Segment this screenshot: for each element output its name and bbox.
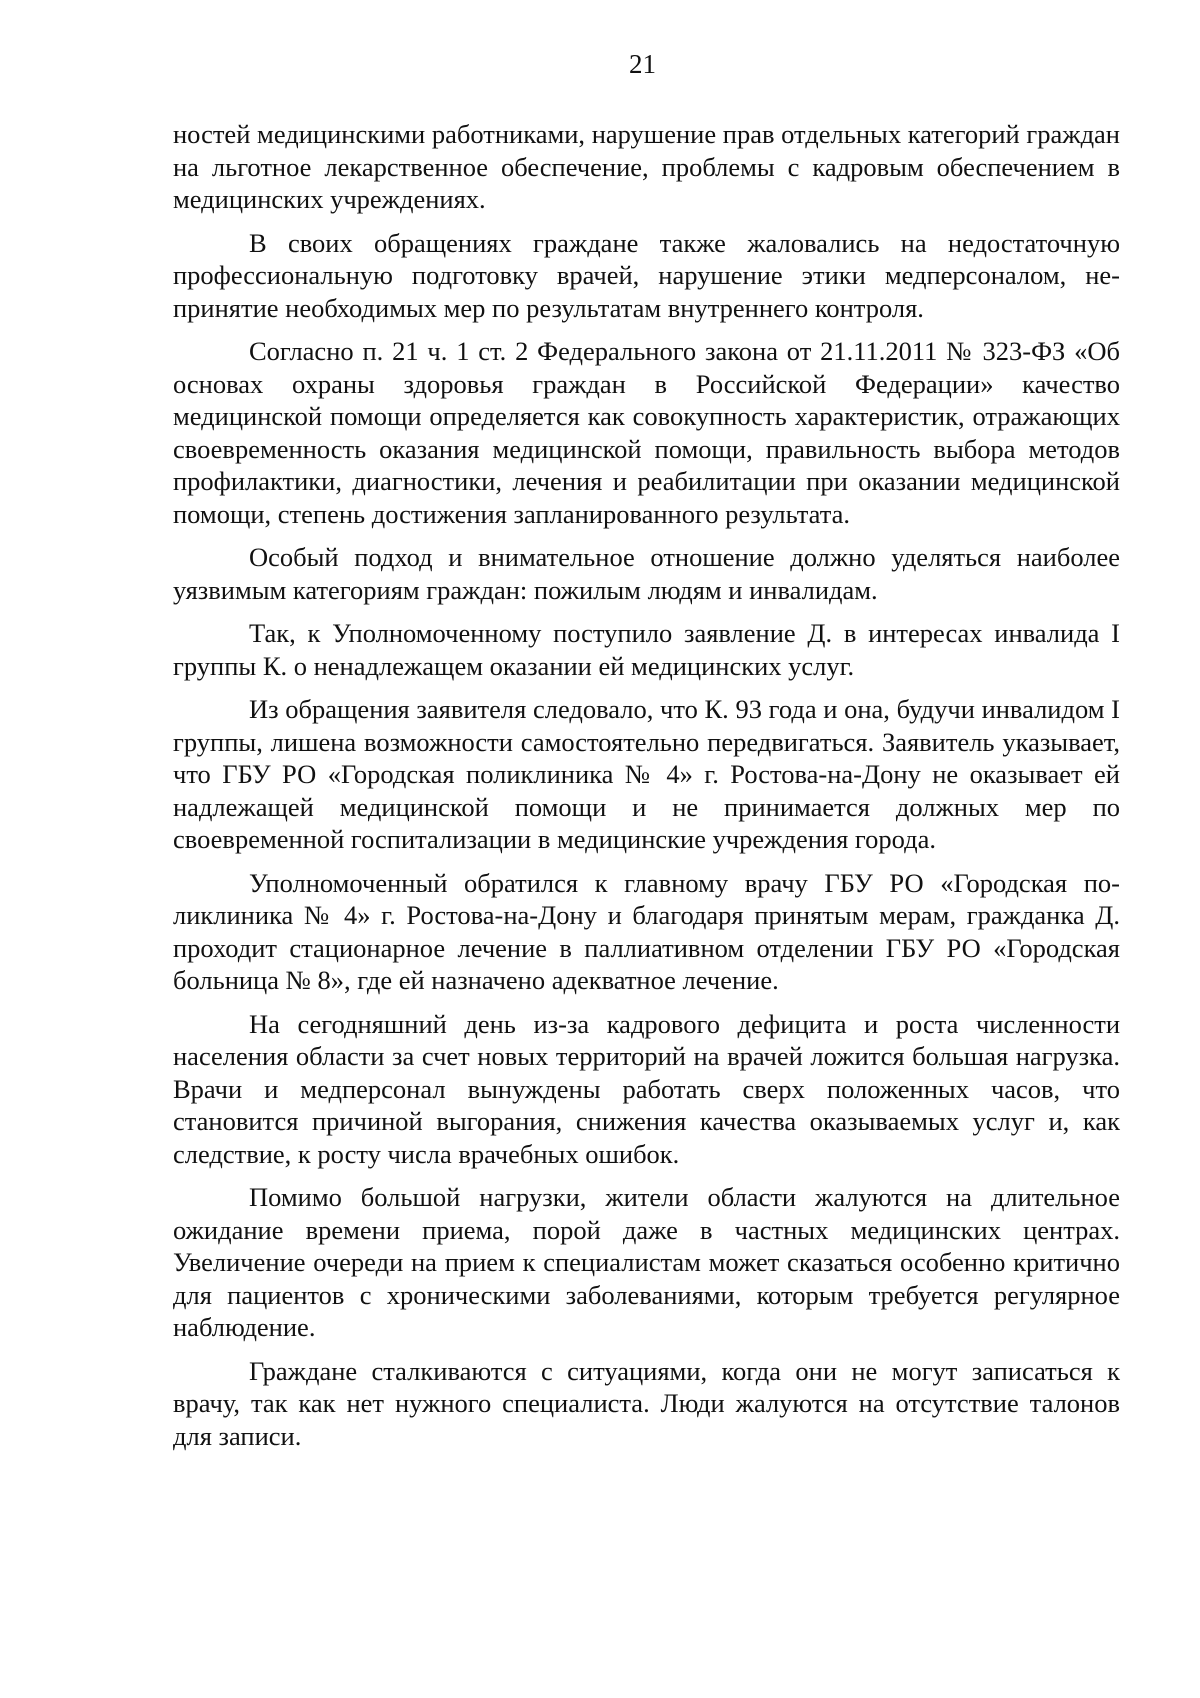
paragraph-case-resolution: Уполномоченный обратился к главному врачу ГБУ РО «Городская поликлиника № 4» г. Ростова-на-Дону и благодаря принятым мерам, гражданка Д. проходит стационарное лечение в паллиативном отделении ГБУ РО «Городская больница № 8», где ей назначено адекватное лечение. [173, 867, 1120, 995]
page-number: 21 [629, 49, 656, 79]
paragraph-law-quality: Согласно п. 21 ч. 1 ст. 2 Федерального закона от 21.11.2011 № 323-ФЗ «Об основах охраны здоровья граждан в Российской Федерации» качество медицинской помощи определяется как совокупность характеристик, отражающих своевременность оказания медицинской помощи, правильность выбора методов профилактики, диагностики, лечения и реабилитации при оказании медицинской помощи, степень достижения запланированного результата. [173, 336, 1120, 529]
paragraph-no-specialist: Граждане сталкиваются с ситуациями, когда они не могут записаться к врачу, так как нет нужного специалиста. Люди жалуются на отсутствие талонов для записи. [173, 1355, 1120, 1451]
paragraph-vulnerable-groups: Особый подход и внимательное отношение должно уделяться наиболее уязвимым категориям граждан: пожилым людям и инвалидам. [173, 542, 1120, 605]
paragraph-case-details: Из обращения заявителя следовало, что К. 93 года и она, будучи инвалидом I группы, лишена возможности самостоятельно передвигаться. Заявитель указывает, что ГБУ РО «Городская поликлиника № 4» г. Ростова-на-Дону не оказывает ей надлежащей медицинской помощи и не принимается должных мер по своевременной госпитализации в медицинские учреждения города. [173, 694, 1120, 854]
paragraph-waiting-times: Помимо большой нагрузки, жители области жалуются на длительное ожидание времени приема, порой даже в частных медицинских центрах. Увеличение очереди на прием к специалистам может сказаться особенно критично для пациентов с хроническими заболеваниями, которым требуется регулярное наблюдение. [173, 1182, 1120, 1342]
paragraph-continuation: ностей медицинскими работниками, нарушение прав отдельных категорий граждан на льготное лекарственное обеспечение, проблемы с кадровым обеспечением в медицинских учреждениях. [173, 119, 1120, 214]
document-body [173, 118, 1120, 1463]
paragraph-staff-shortage: На сегодняшний день из-за кадрового дефицита и роста численности населения области за счет новых территорий на врачей ложится большая нагрузка. Врачи и медперсонал вынуждены работать сверх положенных часов, что становится причиной выгорания, снижения качества оказываемых услуг и, как следствие, к росту числа врачебных ошибок. [173, 1008, 1120, 1169]
paragraph-complaints-training: В своих обращениях граждане также жаловались на недостаточную профессиональную подготовку врачей, нарушение этики медперсоналом, непринятие необходимых мер по результатам внутреннего контроля. [173, 227, 1120, 323]
paragraph-case-statement: Так, к Уполномоченному поступило заявление Д. в интересах инвалида I группы К. о ненадлежащем оказании ей медицинских услуг. [173, 618, 1120, 681]
